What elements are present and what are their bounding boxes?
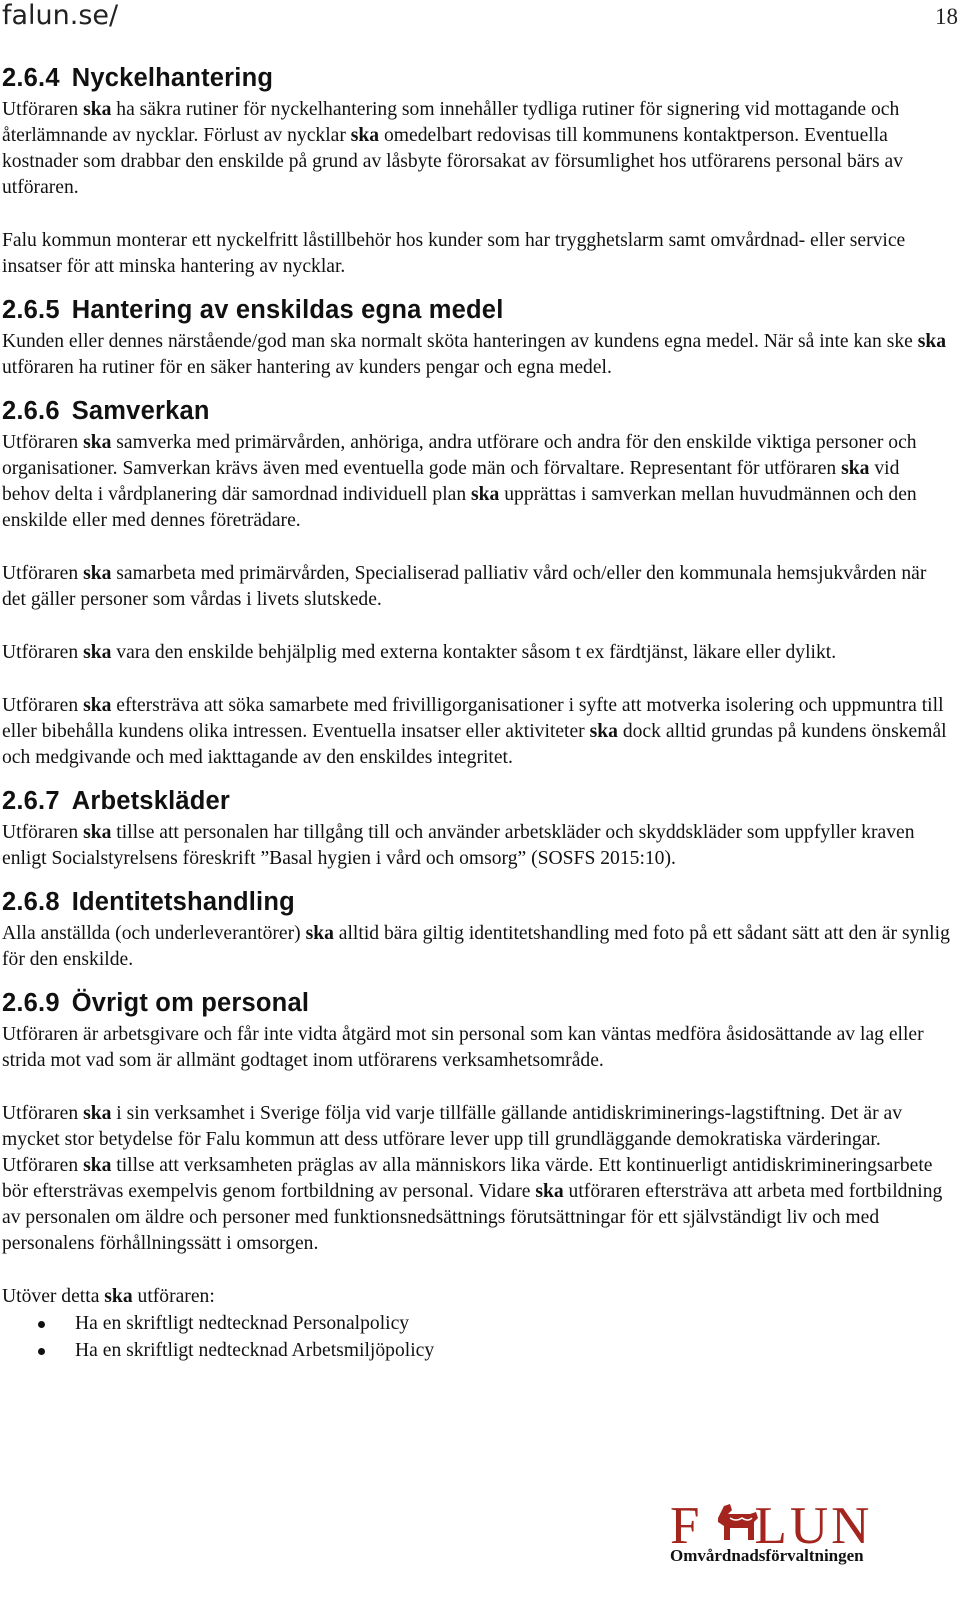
section-heading-s267 [2,787,952,816]
emphasis-ska: ska [841,458,870,479]
paragraph: Utföraren ska ha säkra rutiner för nyckelhantering som innehåller tydliga rutiner för signering vid mottagande och återlämnande av nycklar. Förlust av nycklar ska omedelbart redovisas till kommunens kontaktperson. Eventuella kostnader som drabbar den enskilde på grund av låsbyte förorsakat av försumlighet hos utförarens personal bärs av utföraren. [2,99,904,198]
document-body [2,64,952,1364]
site-url: falun.se/ [2,0,119,31]
dala-horse-icon [710,1500,762,1548]
emphasis-ska: ska [83,642,112,663]
emphasis-ska: ska [350,125,380,146]
emphasis-ska: ska [589,721,618,742]
emphasis-ska: ska [471,484,500,505]
paragraph: Utföraren ska i sin verksamhet i Sverige följa vid varje tillfälle gällande antidiskriminerings-lagstiftning. Det är av mycket stor betydelse för Falu kommun att dess utförare lever upp till grundläggande demokratiska värderingar. Utföraren ska tillse att verksamheten präglas av alla människors lika värde. Ett kontinuerligt antidiskrimineringsarbete bör eftersträvas exempelvis genom fortbildning av personal. Vidare ska utföraren eftersträva att arbeta med fortbildning av personalen om äldre och personer med funktionsnedsättnings förutsättningar för ett självständigt liv och med personalens förhållningssätt i omsorgen. [2,1103,943,1254]
paragraph: Kunden eller dennes närstående/god man ska normalt sköta hanteringen av kundens egna medel. När så inte kan ske ska utföraren ha rutiner för en säker hantering av kunders pengar och egna medel. [2,331,947,378]
section-title: Arbetskläder [71,787,231,815]
section-heading-s268 [2,888,952,917]
section-title: Identitetshandling [71,888,295,916]
section-title: Övrigt om personal [71,989,310,1017]
paragraph: Utföraren är arbetsgivare och får inte vidta åtgärd mot sin personal som kan väntas medföra åsidosättande av lag eller strida mot vad som är allmänt godtaget inom utförarens verksamhetsområde. [2,1024,924,1071]
emphasis-ska: ska [917,331,947,352]
section-number: 2.6.9 [2,989,60,1017]
section-number: 2.6.4 [2,64,60,92]
page-number: 18 [935,4,958,29]
emphasis-ska: ska [305,923,334,944]
section-number: 2.6.5 [2,296,60,324]
logo-wordmark: F LUN [670,1497,873,1555]
emphasis-ska: ska [104,1286,133,1307]
paragraph: Utföraren ska vara den enskilde behjälplig med externa kontakter såsom t ex färdtjänst, läkare eller dylikt. [2,642,837,663]
bullet-list [2,1310,952,1364]
paragraph: Utöver detta ska utföraren: [2,1286,215,1307]
emphasis-ska: ska [83,563,112,584]
falun-logo [670,1496,902,1622]
emphasis-ska: ska [535,1181,564,1202]
emphasis-ska: ska [83,695,112,716]
paragraph: Alla anställda (och underleverantörer) ska alltid bära giltig identitetshandling med foto på ett sådant sätt att den är synlig för den enskilde. [2,923,950,970]
paragraph: Utföraren ska eftersträva att söka samarbete med frivilligorganisationer i syfte att motverka isolering och uppmuntra till eller bibehålla kundens olika intressen. Eventuella insatser eller aktiviteter ska dock alltid grundas på kundens önskemål och medgivande och med iakttagande av den enskildes integritet. [2,695,947,768]
list-item: Ha en skriftligt nedtecknad Personalpolicy [75,1310,952,1337]
section-heading-s266 [2,397,952,426]
section-heading-s265 [2,296,952,325]
section-number: 2.6.7 [2,787,60,815]
paragraph: Utföraren ska samverka med primärvården, anhöriga, andra utförare och andra för den enskilde viktiga personer och organisationer. Samverkan krävs även med eventuella gode män och förvaltare. Representant för utföraren ska vid behov delta i vårdplanering där samordnad individuell plan ska upprättas i samverkan mellan huvudmännen och den enskilde eller med dennes företrädare. [2,432,917,531]
section-title: Samverkan [71,397,210,425]
list-item: Ha en skriftligt nedtecknad Arbetsmiljöpolicy [75,1337,952,1364]
emphasis-ska: ska [83,432,112,453]
section-title: Nyckelhantering [71,64,274,92]
emphasis-ska: ska [83,1155,112,1176]
page-header [0,0,960,38]
emphasis-ska: ska [83,1103,112,1124]
section-number: 2.6.8 [2,888,60,916]
section-heading-s269 [2,989,952,1018]
logo-subtitle: Omvårdnadsförvaltningen [670,1546,864,1565]
paragraph: Utföraren ska samarbeta med primärvården, Specialiserad palliativ vård och/eller den kommunala hemsjukvården när det gäller personer som vårdas i livets slutskede. [2,563,927,610]
section-heading-s264 [2,64,952,93]
paragraph: Utföraren ska tillse att personalen har tillgång till och använder arbetskläder och skyddskläder som uppfyller kraven enligt Socialstyrelsens föreskrift ”Basal hygien i vård och omsorg” (SOSFS 2015:10). [2,822,915,869]
emphasis-ska: ska [83,99,112,120]
section-title: Hantering av enskildas egna medel [71,296,504,324]
emphasis-ska: ska [83,822,112,843]
paragraph: Falu kommun monterar ett nyckelfritt låstillbehör hos kunder som har trygghetslarm samt omvårdnad- eller service insatser för att minska hantering av nycklar. [2,230,906,277]
section-number: 2.6.6 [2,397,60,425]
